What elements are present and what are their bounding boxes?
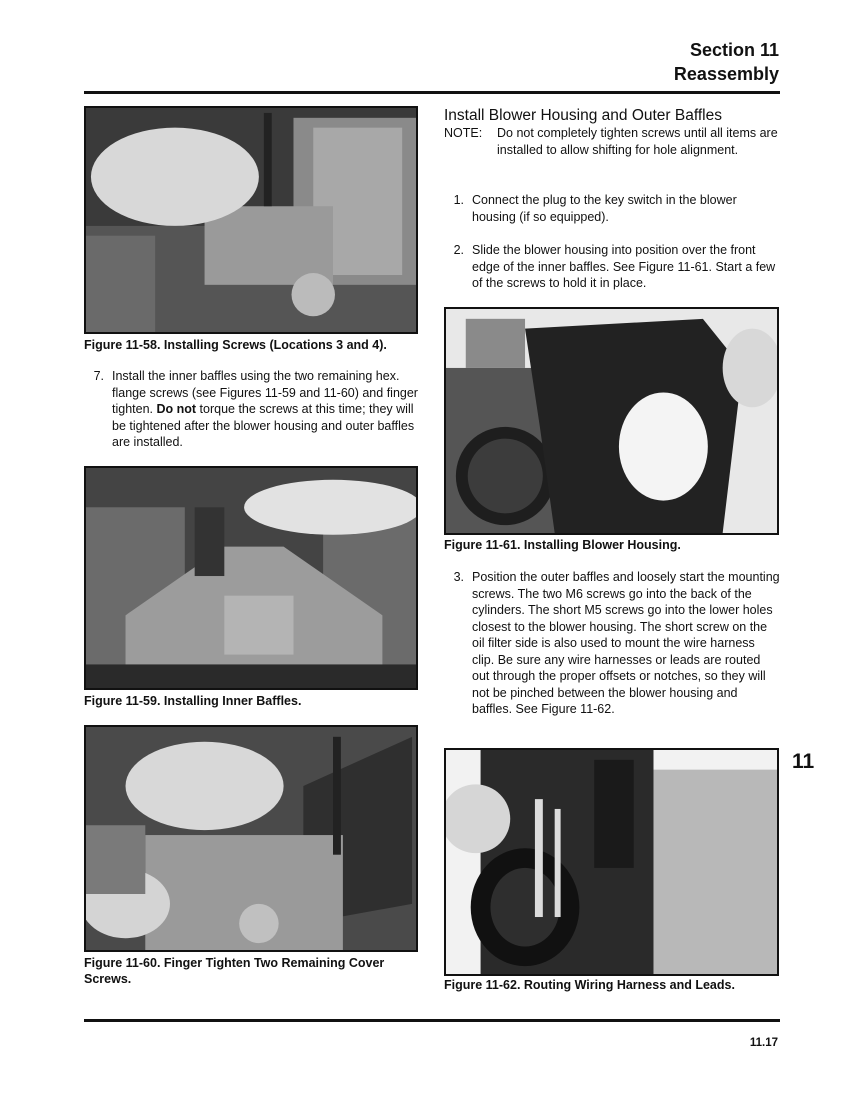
step-number: 1.	[453, 193, 464, 207]
step-text: Slide the blower housing into position over the front edge of the inner baffles. See Figure 11-61. Start a few of the screws to hold it in place.	[472, 243, 776, 290]
step-number: 3.	[453, 570, 464, 584]
figure-11-59-caption: Figure 11-59. Installing Inner Baffles.	[84, 694, 302, 708]
figure-11-62-caption: Figure 11-62. Routing Wiring Harness and Leads.	[444, 978, 735, 992]
emphasis: Do not	[156, 402, 197, 416]
step-text: Install the inner baffles using the two remaining hex. flange screws (see Figures 11-59 and 11-60) and finger tighten. Do not torque the screws at this time; they will be tightened after the blower housing and outer baffles are installed.	[112, 369, 418, 449]
figure-11-58-photo	[84, 106, 418, 334]
note-text: Do not completely tighten screws until all items are installed to allow shifting for hole alignment.	[497, 126, 778, 157]
figure-11-61-caption: Figure 11-61. Installing Blower Housing.	[444, 538, 681, 552]
footer-rule	[84, 1019, 780, 1022]
step-number: 7.	[93, 369, 104, 383]
step-7	[84, 368, 420, 451]
subsection-heading: Install Blower Housing and Outer Baffles	[444, 107, 723, 124]
figure-11-58-caption: Figure 11-58. Installing Screws (Locations 3 and 4).	[84, 338, 387, 352]
header-rule	[84, 91, 780, 94]
figure-11-62-photo	[444, 748, 779, 976]
figure-11-61-photo	[444, 307, 779, 535]
section-tab-number: 11	[792, 750, 815, 773]
figure-11-60-caption: Figure 11-60. Finger Tighten Two Remaining Cover Screws.	[84, 956, 385, 986]
step-1	[444, 192, 780, 225]
figure-11-59-photo	[84, 466, 418, 690]
note	[444, 125, 780, 158]
section-number: Section 11	[689, 40, 779, 60]
step-2	[444, 242, 780, 292]
figure-11-60-photo	[84, 725, 418, 952]
step-text: Position the outer baffles and loosely start the mounting screws. The two M6 screws go into the back of the cylinders. The short M5 screws go into the lower holes closest to the blower housing. The short screw on the oil filter side is also used to mount the wire harness clip. Be sure any wire harnesses or leads are routed out through the proper offsets or notches, so they will not be pinched between the blower housing and baffles. See Figure 11-62.	[472, 570, 780, 716]
page-number: 11.17	[749, 1037, 778, 1049]
step-number: 2.	[453, 243, 464, 257]
step-3	[444, 569, 780, 718]
step-text: Connect the plug to the key switch in the blower housing (if so equipped).	[472, 193, 737, 224]
section-heading	[674, 38, 779, 86]
section-title: Reassembly	[673, 64, 779, 84]
note-label: NOTE:	[444, 126, 483, 140]
